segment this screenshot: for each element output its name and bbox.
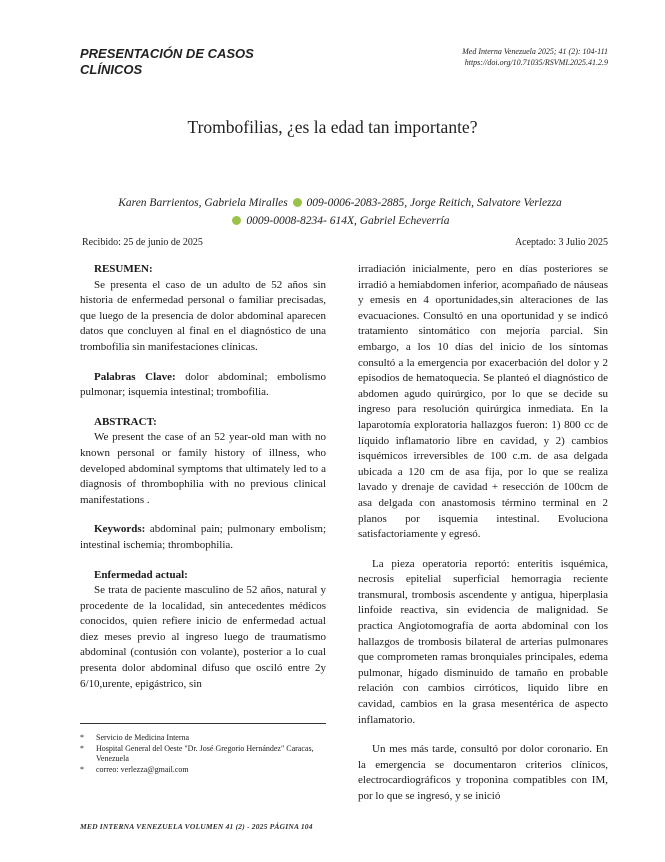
- footnote-mark: *: [80, 733, 84, 742]
- enfermedad-heading: Enfermedad actual:: [94, 568, 188, 581]
- right-column: [358, 262, 608, 805]
- palabras-clave: [80, 370, 326, 401]
- footnote-email[interactable]: correo: verlezza@gmail.com: [96, 764, 189, 774]
- author-line-1: [70, 194, 610, 212]
- author-orcid-1: 009-0006-2083-2885, Jorge Reitich, Salvatore Verlezza: [306, 197, 562, 209]
- case-paragraph-1: irradiación inicialmente, pero en días posteriores se irradió a hemiabdomen inferior, acompañado de náuseas y emesis en 4 oportunidades,sin alteraciones de las evacuaciones. Consultó en una oportunidad y se indicó tratamiento sintomático con mejoría parcial. Sin embargo, a los 10 días del inicio de los síntomas consultó a la emergencia por exacerbación del dolor y 2 episodios de hematoquecia. Se planteó el diagnóstico de abdomen agudo quirúrgico, por lo que se decide su ingreso para resolución quirúrgica inmediata. En la laparotomía exploratoria hallazgos fueron: 1) 800 cc de líquido inflamatorio libre en cavidad, y 2) cambios isquémicos irreversibles de 100 c.m. de asa delgada ubicada a 120 cm de asa fija, por lo que se realiza lavado y drenaje de cavidad + resección de 100cm de asa delgada con anastomosis término terminal en 2 planos por isquemia intestinal. Evoluciona satisfactoriamente y egresó.: [358, 263, 608, 541]
- keywords-text: abdominal pain; pulmonary embolism; intestinal ischemia; thrombophilia.: [80, 523, 326, 551]
- page-footer: MED INTERNA VENEZUELA VOLUMEN 41 (2) - 2025 PÁGINA 104: [80, 822, 313, 831]
- author-line-2: [70, 212, 610, 230]
- keywords-label: Keywords:: [94, 523, 146, 536]
- doi-link[interactable]: https://doi.org/10.71035/RSVMI.2025.41.2.9: [464, 58, 608, 67]
- footnote-mark: *: [80, 764, 84, 774]
- accepted-date: Aceptado: 3 Julio 2025: [514, 237, 608, 248]
- author-orcid-2: 0009-0008-8234- 614X, Gabriel Echeverría: [246, 215, 450, 227]
- orcid-icon[interactable]: [232, 216, 241, 225]
- footnote-item: [80, 744, 326, 765]
- footnote-divider: [80, 723, 326, 724]
- journal-reference: [368, 46, 608, 68]
- author-names-1: Karen Barrientos, Gabriela Miralles: [118, 197, 288, 209]
- journal-citation: Med Interna Venezuela 2025; 41 (2): 104-111: [462, 47, 608, 56]
- footnote-text: Hospital General del Oeste "Dr. José Gregorio Hernández" Caracas, Venezuela: [96, 743, 314, 763]
- resumen-heading: RESUMEN:: [94, 263, 153, 275]
- enfermedad-text: Se trata de paciente masculino de 52 años, natural y procedente de la localidad, sin antecedentes médicos conocidos, quien refiere inicio de enfermedad actual diez meses previo al ingreso luego de traumatismo abdominal (contusión con volante), posterior a lo cual presenta dolor abdominal difuso que osciló entre 2y 6/10,urente, epigástrico, sin: [80, 584, 326, 690]
- resumen-text: Se presenta el caso de un adulto de 52 años sin historia de enfermedad personal o familiar precisadas, que luego de la presencia de dolor abdominal aparecen datos que concluyen al final en el diagnóstico de una trombofilia sin manifestaciones clínicas.: [80, 278, 326, 353]
- abstract-text: We present the case of an 52 year-old man with no known personal or family history of illness, who developed abdominal symptoms that ultimately led to a diagnosis of thrombophilia with no previous clinical manifestations .: [80, 431, 326, 506]
- section-label: PRESENTACIÓN DE CASOS CLÍNICOS: [80, 46, 254, 77]
- case-paragraph-2: La pieza operatoria reportó: enteritis isquémica, necrosis epitelial superficial hemorragia reciente transmural, trombosis ascendente y antigua, hiperplasia linfoide reactiva, sin evidencia de malignidad. Se practica Angiotomografía de aorta abdominal con los hallazgos de trombosis bilateral de arterias pulmonares que comprometen ramas bronquiales principales, edema pulmonar, hígado disminuido de tamaño en probable relación con cambios cirróticos, liquido libre en cavidad, cambios en la grasa mesentérica de aspecto inflamatorio.: [358, 557, 608, 726]
- footnotes: [80, 733, 326, 775]
- footnote-mark: *: [80, 743, 84, 753]
- footnote-item: [80, 765, 326, 776]
- keywords: [80, 522, 326, 553]
- case-paragraph-3: Un mes más tarde, consultó por dolor coronario. En la emergencia se documentaron criterios clínicos, electrocardiográficos y troponina compatibles con IM, por lo que se ingresó, y se inició: [358, 743, 608, 802]
- palabras-clave-text: dolor abdominal; embolismo pulmonar; isquemia intestinal; trombofilia.: [80, 370, 326, 399]
- abstract-heading: ABSTRACT:: [94, 415, 157, 428]
- orcid-icon[interactable]: [293, 198, 302, 207]
- footnote-item: [80, 733, 326, 744]
- received-date: Recibido: 25 de junio de 2025: [82, 237, 203, 248]
- left-column: [80, 262, 326, 692]
- footnote-text: Servicio de Medicina Interna: [96, 733, 190, 742]
- article-title: Trombofilias, ¿es la edad tan importante?: [187, 117, 478, 137]
- author-list: [70, 194, 610, 230]
- palabras-clave-label: Palabras Clave:: [94, 370, 176, 383]
